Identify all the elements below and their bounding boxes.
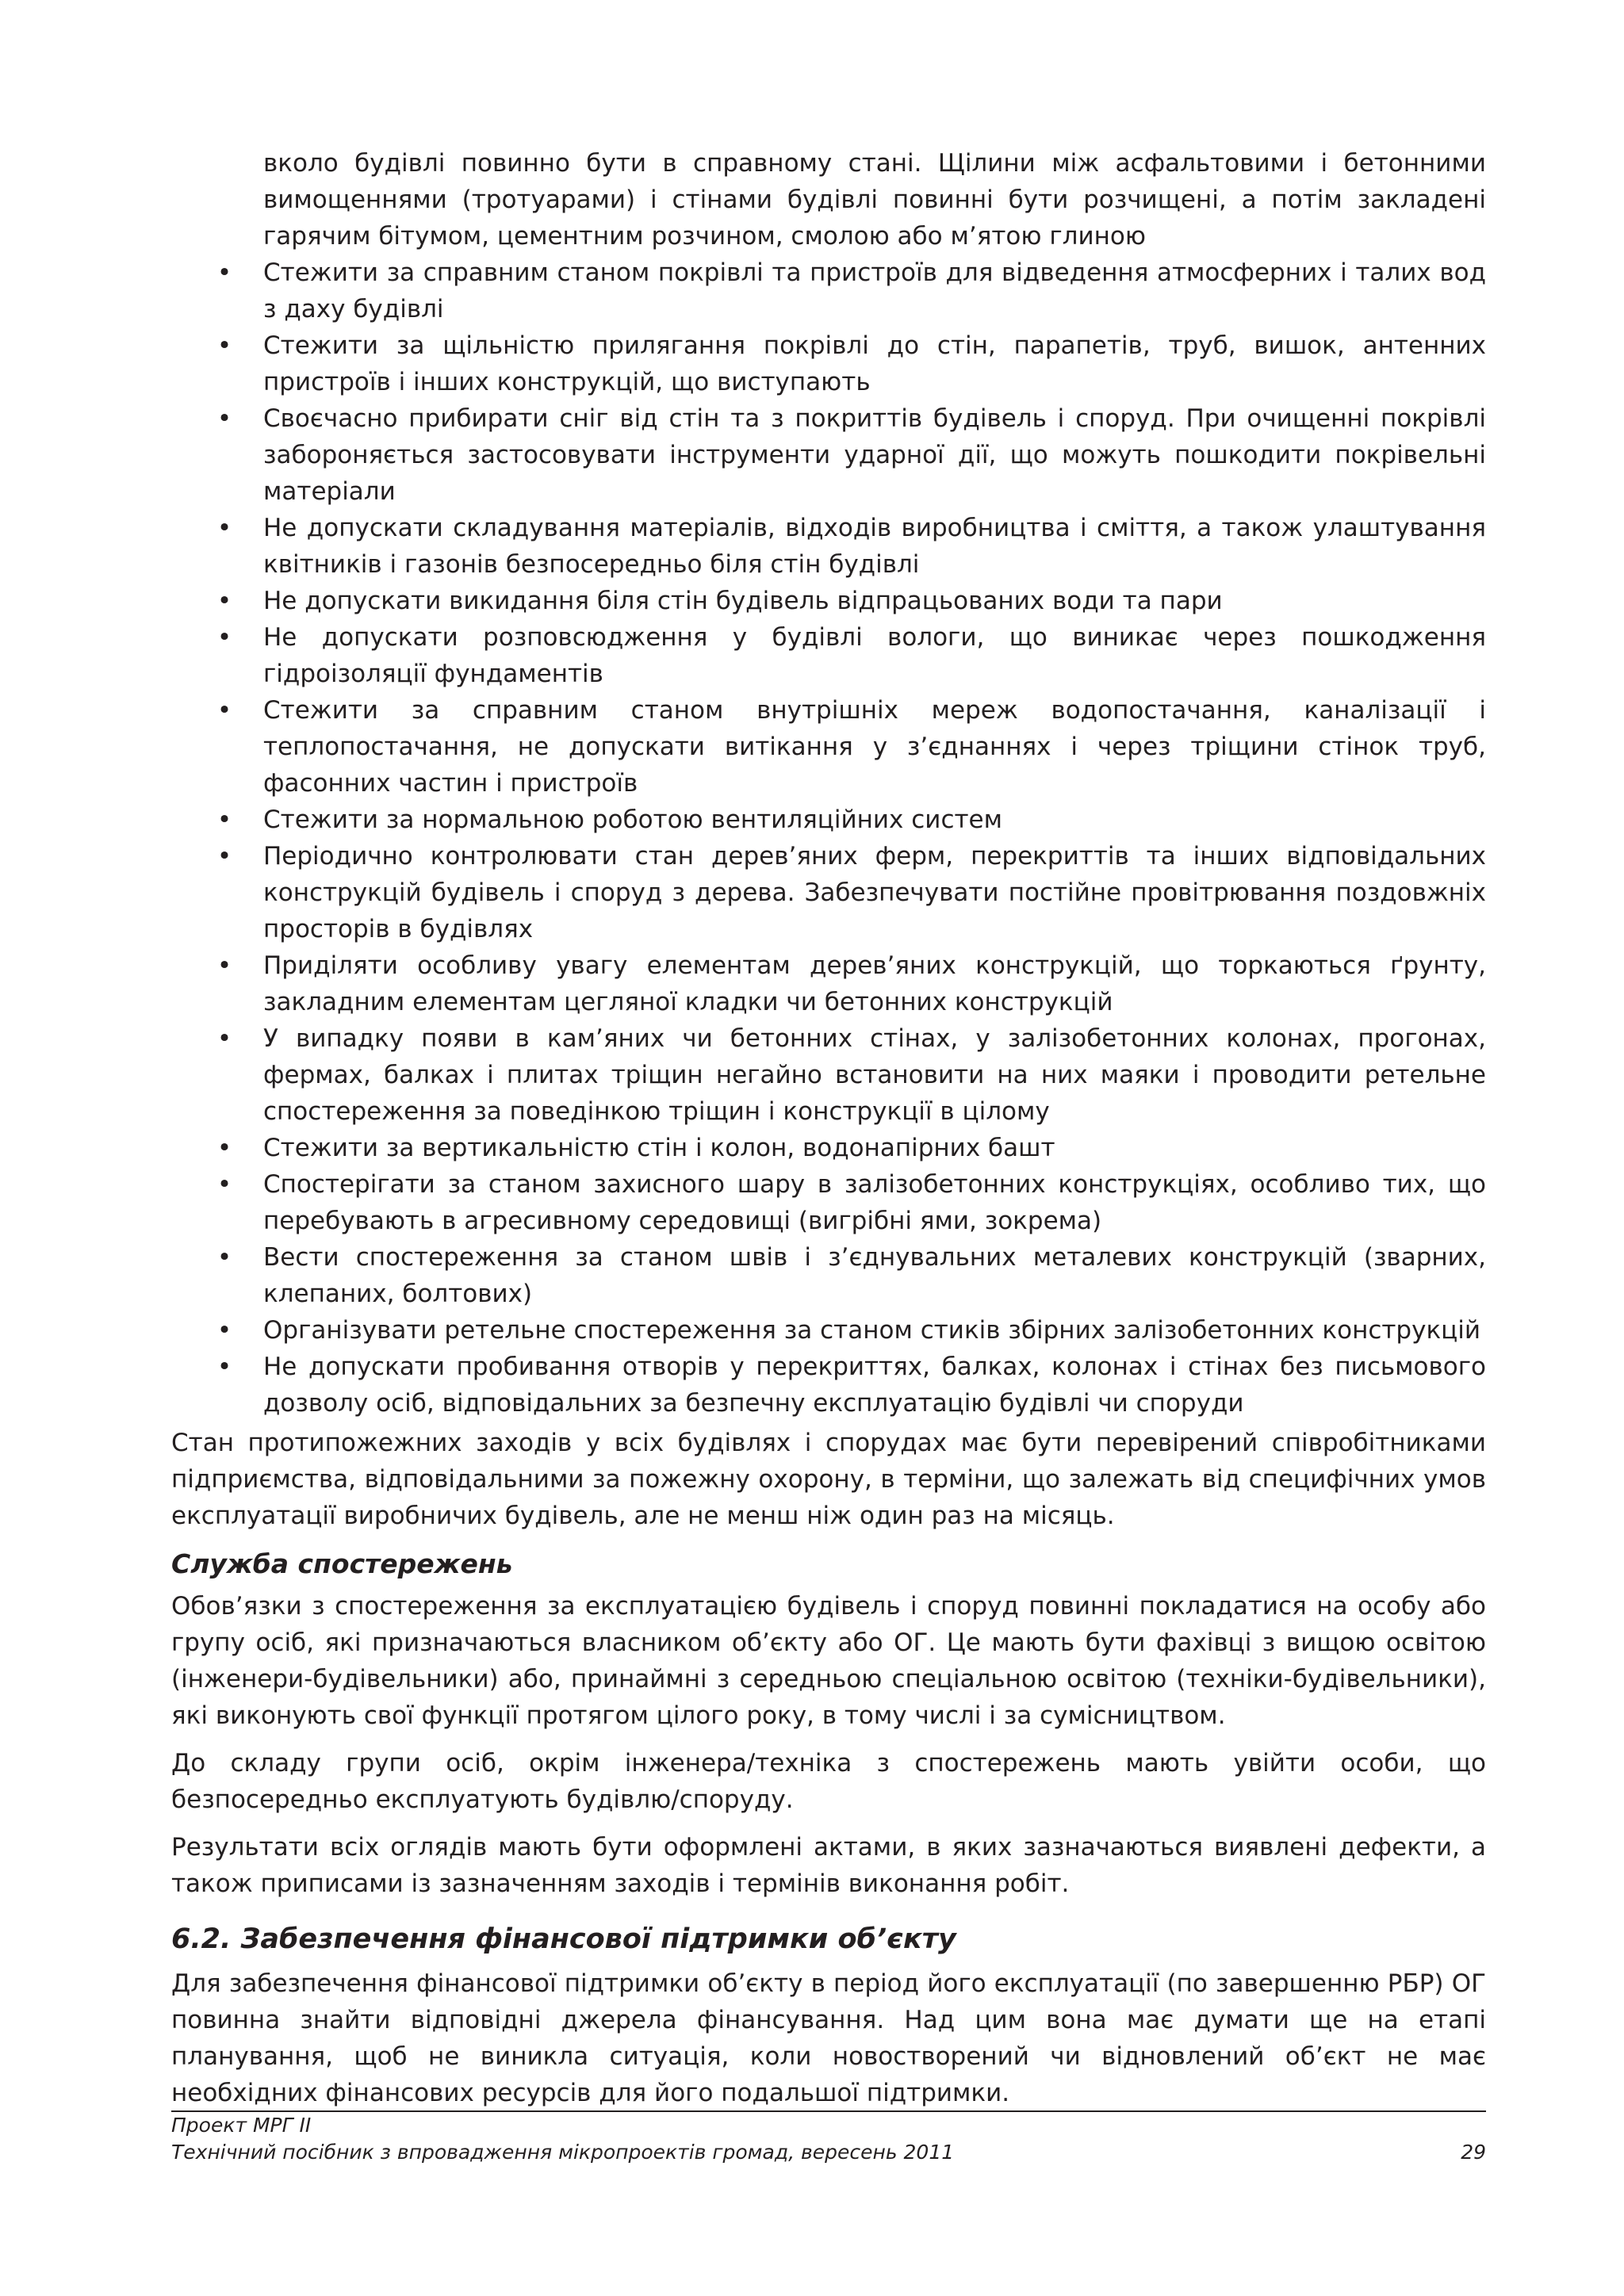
list-item: [171, 1020, 1486, 1130]
list-item-text: Періодично контролювати стан дерев’яних ферм, перекриттів та інших відповідальних конструкцій будівель і споруд з дерева. Забезпечувати постійне провітрювання поздовжніх просторів в будівлях: [263, 842, 1486, 943]
list-item-text: Стежити за вертикальністю стін і колон, водонапірних башт: [263, 1134, 1055, 1162]
list-item: [171, 692, 1486, 802]
duties-paragraph: Обов’язки з спостереження за експлуатацією будівель і споруд повинні покладатися на особу або групу осіб, які призначаються власником об’єкту або ОГ. Це мають бути фахівці з вищою освітою (інженери-будівельники) або, принаймні з середньою спеціальною освітою (техніки-будівельники), які виконують свої функції протягом цілого року, в тому числі і за сумісництвом.: [171, 1592, 1486, 1730]
bullet-icon: •: [216, 1134, 232, 1162]
footer-guide-title: Технічний посібник з впровадження мікропроектів громад, вересень 2011: [171, 2141, 955, 2164]
list-item: [171, 802, 1486, 838]
bullet-icon: •: [216, 514, 232, 542]
bullet-icon: •: [216, 1353, 232, 1381]
page-footer: [171, 2110, 1486, 2166]
footer-line: [171, 2139, 1486, 2166]
page-number: 29: [1461, 2141, 1486, 2164]
list-item-text: Стежити за справним станом внутрішніх мереж водопостачання, каналізації і теплопостачання, не допускати витікання у з’єднаннях і через тріщини стінок труб, фасонних частин і пристроїв: [263, 696, 1486, 798]
list-item: [171, 838, 1486, 947]
bullet-icon: •: [216, 1170, 232, 1199]
list-item-text: У випадку появи в кам’яних чи бетонних стінах, у залізобетонних колонах, прогонах, фермах, балках і плитах тріщин негайно встановити на них маяки і проводити ретельне спостереження за поведінкою тріщин і конструкції в цілому: [263, 1024, 1486, 1126]
financial-support-paragraph: Для забезпечення фінансової підтримки об’єкту в період його експлуатації (по завершенню РБР) ОГ повинна знайти відповідні джерела фінансування. Над цим вона має думати ще на етапі планування, щоб не виникла ситуація, коли новостворений чи відновлений об’єкт не має необхідних фінансових ресурсів для його подальшої підтримки.: [171, 1969, 1486, 2107]
list-item: [171, 619, 1486, 692]
list-item: [171, 510, 1486, 583]
list-item-text: Стежити за нормальною роботою вентиляційних систем: [263, 806, 1003, 834]
list-item-text: Спостерігати за станом захисного шару в залізобетонних конструкціях, особливо тих, що перебувають в агресивному середовищі (вигрібні ями, зокрема): [263, 1170, 1486, 1235]
list-item-text: Своєчасно прибирати сніг від стін та з покриттів будівель і споруд. При очищенні покрівлі забороняється застосовувати інструменти ударної дії, що можуть пошкодити покрівельні матеріали: [263, 404, 1486, 506]
section-heading: 6.2. Забезпечення фінансової підтримки об’єкту: [171, 1923, 956, 1955]
bullet-list: [171, 254, 1486, 1422]
list-item: [171, 947, 1486, 1020]
bullet-icon: •: [216, 623, 232, 652]
list-item-text: Вести спостереження за станом швів і з’єднувальних металевих конструкцій (зварних, клепаних, болтових): [263, 1243, 1486, 1308]
list-item-text: Не допускати складування матеріалів, відходів виробництва і сміття, а також улаштування квітників і газонів безпосередньо біля стін будівлі: [263, 514, 1486, 579]
bullet-icon: •: [216, 842, 232, 871]
list-item: [171, 1166, 1486, 1239]
bullet-icon: •: [216, 951, 232, 980]
subheading-observation-service: Служба спостережень: [171, 1548, 513, 1579]
bullet-icon: •: [216, 806, 232, 834]
list-item-text: Стежити за щільністю прилягання покрівлі до стін, парапетів, труб, вишок, антенних пристроїв і інших конструкцій, що виступають: [263, 331, 1486, 396]
list-item: [171, 1312, 1486, 1349]
list-item-text: Організувати ретельне спостереження за станом стиків збірних залізобетонних конструкцій: [263, 1316, 1481, 1345]
group-composition-paragraph: До складу групи осіб, окрім інженера/техніка з спостережень мають увійти особи, що безпосередньо експлуатують будівлю/споруду.: [171, 1749, 1486, 1814]
list-item-text: Не допускати пробивання отворів у перекриттях, балках, колонах і стінах без письмового дозволу осіб, відповідальних за безпечну експлуатацію будівлі чи споруди: [263, 1353, 1486, 1418]
page-content: [171, 145, 1486, 2122]
list-item-text: Не допускати викидання біля стін будівель відпрацьованих води та пари: [263, 587, 1223, 615]
list-item-text: Не допускати розповсюдження у будівлі вологи, що виникає через пошкодження гідроізоляції фундаментів: [263, 623, 1486, 688]
bullet-continuation-text: вколо будівлі повинно бути в справному стані. Щілини між асфальтовими і бетонними вимощеннями (тротуарами) і стінами будівлі повинні бути розчищені, а потім закладені гарячим бітумом, цементним розчином, смолою або м’ятою глиною: [263, 149, 1486, 251]
bullet-icon: •: [216, 331, 232, 360]
list-item-text: Стежити за справним станом покрівлі та пристроїв для відведення атмосферних і талих вод з даху будівлі: [263, 258, 1486, 323]
list-item: [171, 254, 1486, 327]
list-item: [171, 1349, 1486, 1422]
list-item: [171, 1130, 1486, 1166]
list-item: [171, 327, 1486, 400]
bullet-icon: •: [216, 1024, 232, 1053]
bullet-icon: •: [216, 587, 232, 615]
list-item: [171, 1239, 1486, 1312]
fire-safety-paragraph: Стан протипожежних заходів у всіх будівлях і спорудах має бути перевірений співробітниками підприємства, відповідальними за пожежну охорону, в терміни, що залежать від специфічних умов експлуатації виробничих будівель, але не менш ніж один раз на місяць.: [171, 1429, 1486, 1530]
list-item: [171, 583, 1486, 619]
list-item: [171, 400, 1486, 510]
bullet-icon: •: [216, 404, 232, 433]
bullet-icon: •: [216, 1243, 232, 1272]
bullet-icon: •: [216, 1316, 232, 1345]
bullet-icon: •: [216, 258, 232, 287]
list-item-text: Приділяти особливу увагу елементам дерев’яних конструкцій, що торкаються ґрунту, закладним елементам цегляної кладки чи бетонних конструкцій: [263, 951, 1486, 1016]
footer-project-name: Проект МРГ ІІ: [171, 2114, 312, 2137]
inspection-results-paragraph: Результати всіх оглядів мають бути оформлені актами, в яких зазначаються виявлені дефекти, а також приписами із зазначенням заходів і термінів виконання робіт.: [171, 1833, 1486, 1898]
bullet-icon: •: [216, 696, 232, 725]
